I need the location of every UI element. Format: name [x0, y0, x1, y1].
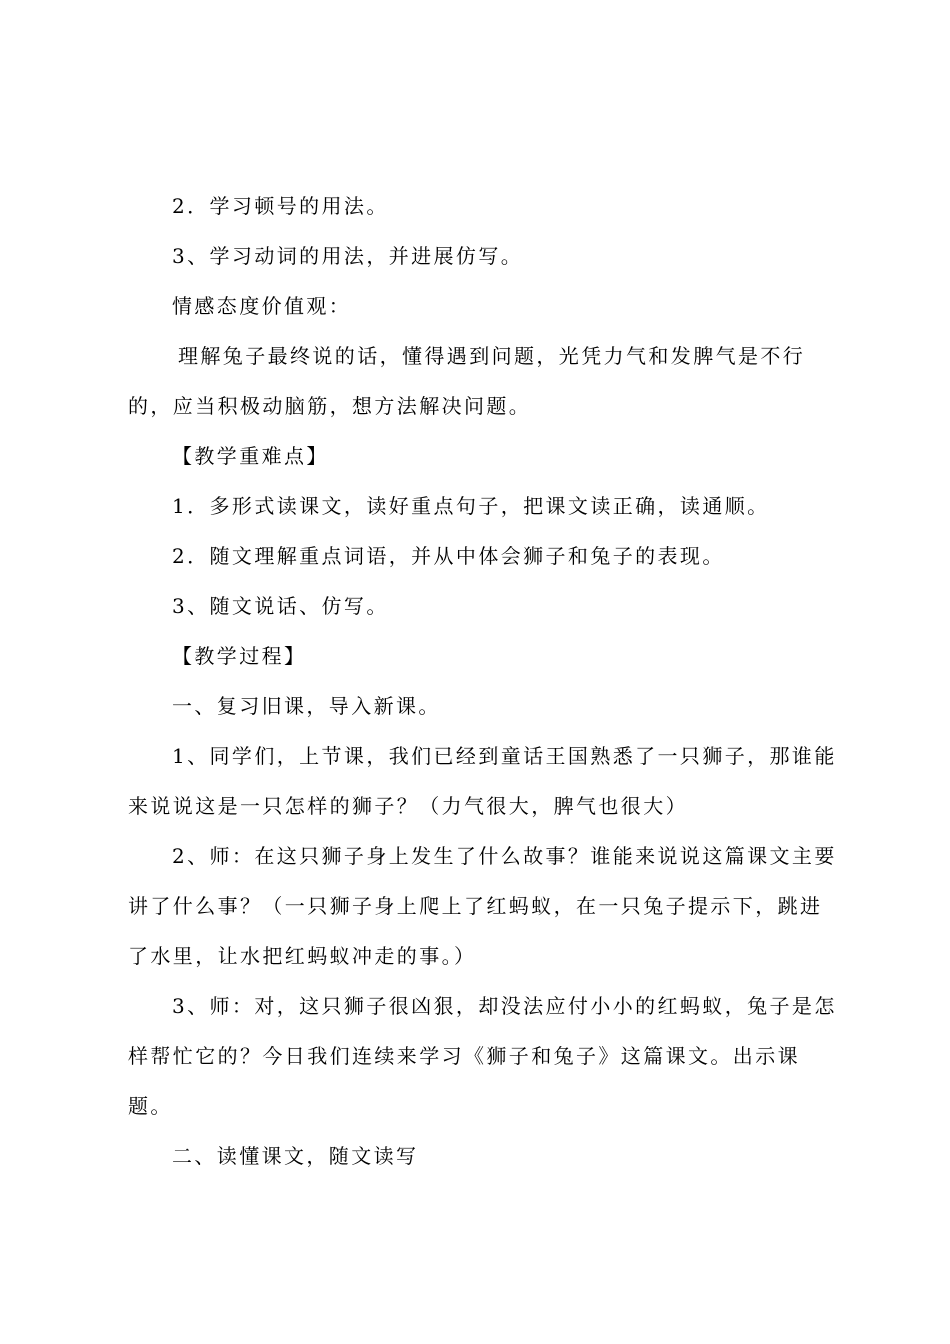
paragraph-1-line-1: 2．学习顿号的用法。 [172, 194, 389, 218]
paragraph-7-line-1: 2．随文理解重点词语，并从中体会狮子和兔子的表现。 [172, 544, 725, 568]
paragraph-11-line-1: 1、同学们，上节课，我们已经到童话王国熟悉了一只狮子，那谁能 [172, 744, 837, 768]
paragraph-4-line-2: 的，应当积极动脑筋，想方法解决问题。 [128, 394, 532, 418]
paragraph-8-line-1: 3、随文说话、仿写。 [172, 594, 389, 618]
paragraph-13-line-1: 3、师：对，这只狮子很凶狠，却没法应付小小的红蚂蚁，兔子是怎 [172, 994, 837, 1018]
paragraph-4-line-1: 理解兔子最终说的话，懂得遇到问题，光凭力气和发脾气是不行 [178, 344, 806, 368]
paragraph-12-line-1: 2、师：在这只狮子身上发生了什么故事？谁能来说说这篇课文主要 [172, 844, 837, 868]
paragraph-2-line-1: 3、学习动词的用法，并进展仿写。 [172, 244, 524, 268]
paragraph-12-line-3: 了水里，让水把红蚂蚁冲走的事。） [128, 944, 477, 968]
paragraph-14-line-1: 二、读懂课文，随文读写 [172, 1144, 419, 1168]
paragraph-10-line-1: 一、复习旧课，导入新课。 [172, 694, 441, 718]
paragraph-13-line-2: 样帮忙它的？今日我们连续来学习《狮子和兔子》这篇课文。出示课 [128, 1044, 800, 1068]
paragraph-12-line-2: 讲了什么事？（一只狮子身上爬上了红蚂蚁，在一只兔子提示下，跳进 [128, 894, 823, 918]
paragraph-6-line-1: 1．多形式读课文，读好重点句子，把课文读正确，读通顺。 [172, 494, 770, 518]
section-heading-process: 【教学过程】 [172, 644, 307, 668]
paragraph-3-line-1: 情感态度价值观： [172, 294, 352, 318]
paragraph-13-line-3: 题。 [128, 1094, 173, 1118]
paragraph-11-line-2: 来说说这是一只怎样的狮子？（力气很大，脾气也很大） [128, 794, 688, 818]
section-heading-key-points: 【教学重难点】 [172, 444, 329, 468]
